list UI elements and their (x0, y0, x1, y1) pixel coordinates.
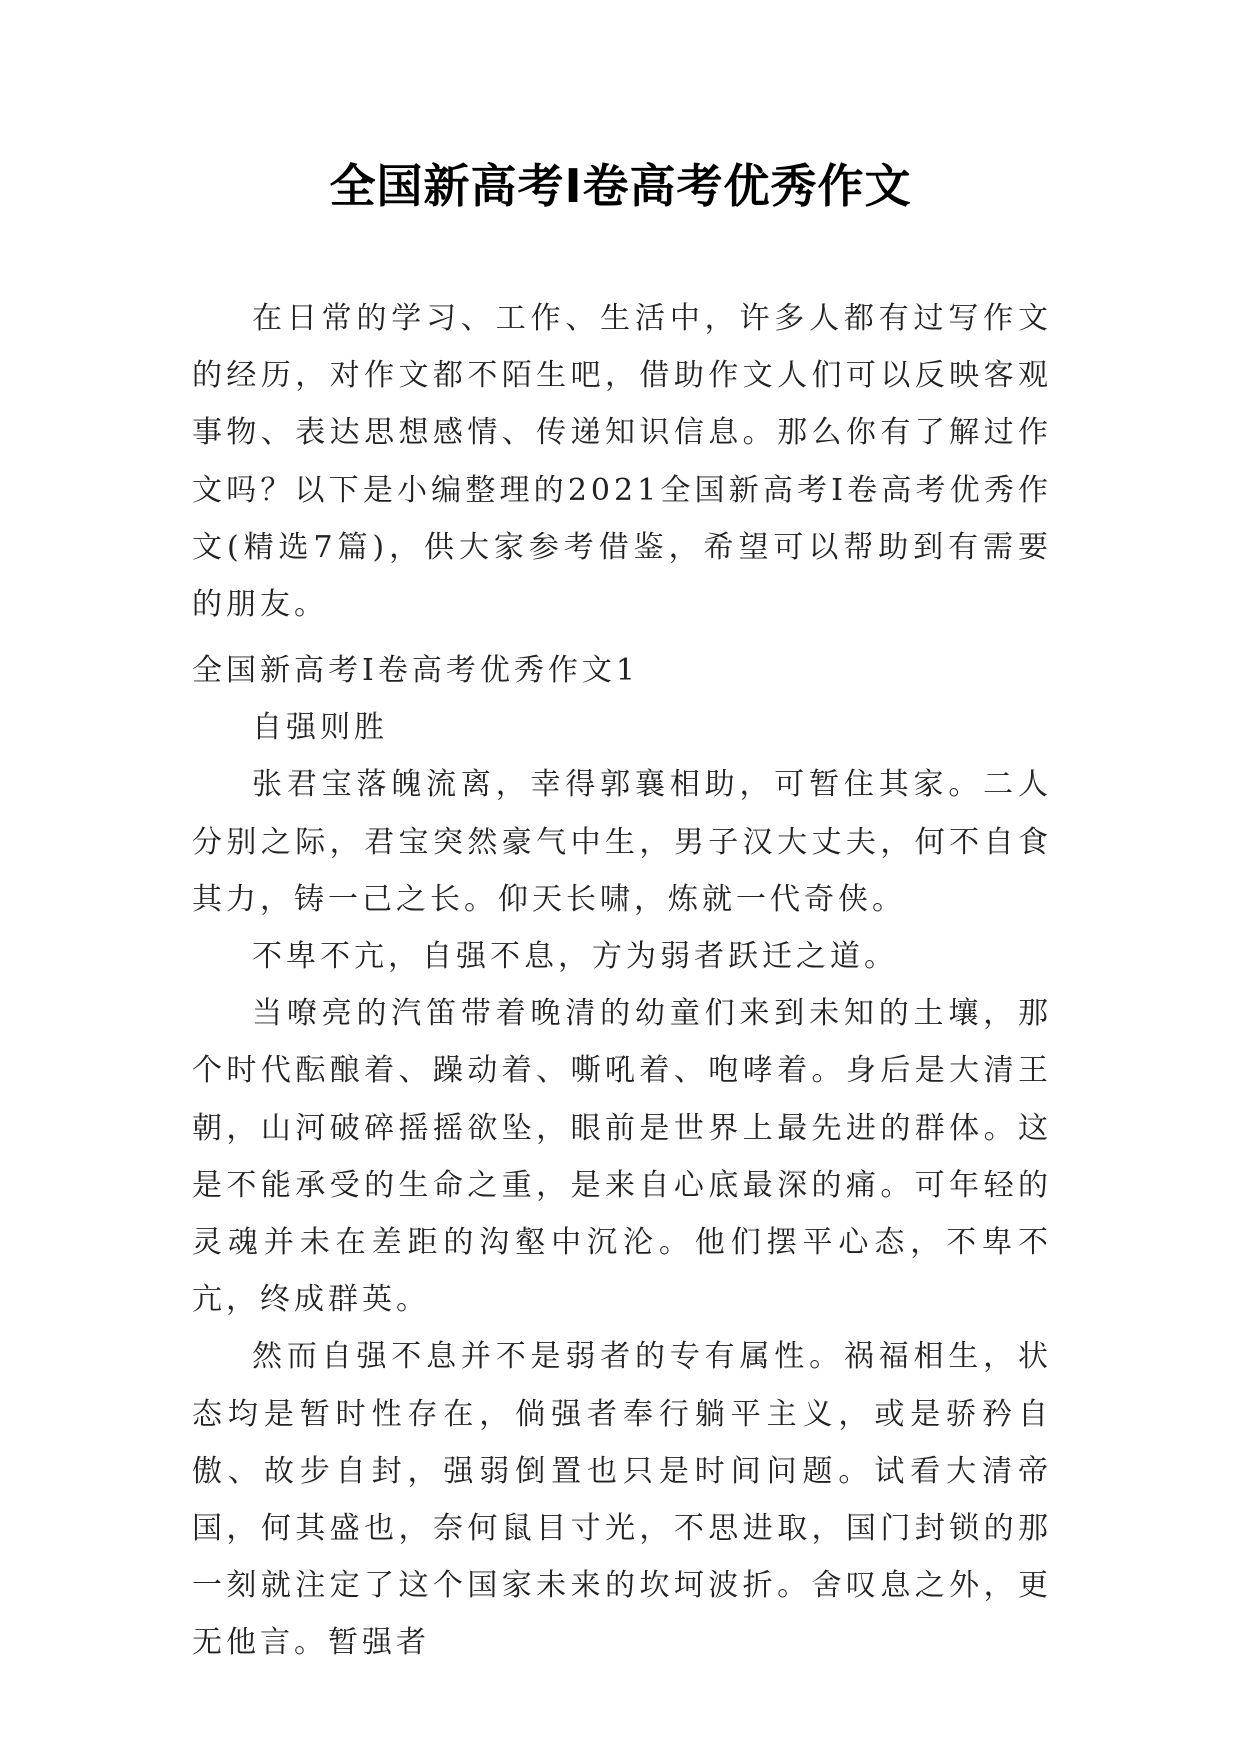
essay-section (192, 642, 1052, 1672)
document-title: 全国新高考Ⅰ卷高考优秀作文 (329, 159, 912, 213)
essay-subtitle: 自强则胜 (252, 710, 388, 746)
intro-paragraph: 在日常的学习、工作、生活中，许多人都有过写作文的经历，对作文都不陌生吧，借助作文人们可以反映客观事物、表达思想感情、传递知识信息。那么你有了解过作文吗？以下是小编整理的2021全国新高考Ⅰ卷高考优秀作文(精选7篇)，供大家参考借鉴，希望可以帮助到有需要的朋友。 (192, 301, 1052, 623)
essay-paragraph: 不卑不亢，自强不息，方为弱者跃迁之道。 (252, 939, 898, 975)
intro-section (192, 290, 1052, 633)
essay-paragraph: 当嘹亮的汽笛带着晚清的幼童们来到未知的土壤，那个时代酝酿着、躁动着、嘶吼着、咆哮着。身后是大清王朝，山河破碎摇摇欲坠，眼前是世界上最先进的群体。这是不能承受的生命之重，是来自心底最深的痛。可年轻的灵魂并未在差距的沟壑中沉沦。他们摆平心态，不卑不亢，终成群英。 (192, 996, 1052, 1318)
essay-heading: 全国新高考Ⅰ卷高考优秀作文1 (192, 653, 639, 688)
essay-paragraph: 张君宝落魄流离，幸得郭襄相助，可暂住其家。二人分别之际，君宝突然豪气中生，男子汉大丈夫，何不自食其力，铸一己之长。仰天长啸，炼就一代奇侠。 (192, 767, 1052, 917)
essay-paragraph: 然而自强不息并不是弱者的专有属性。祸福相生，状态均是暂时性存在，倘强者奉行躺平主义，或是骄矜自傲、故步自封，强弱倒置也只是时间问题。试看大清帝国，何其盛也，奈何鼠目寸光，不思进取，国门封锁的那一刻就注定了这个国家未来的坎坷波折。舍叹息之外，更无他言。暂强者 (192, 1339, 1052, 1661)
